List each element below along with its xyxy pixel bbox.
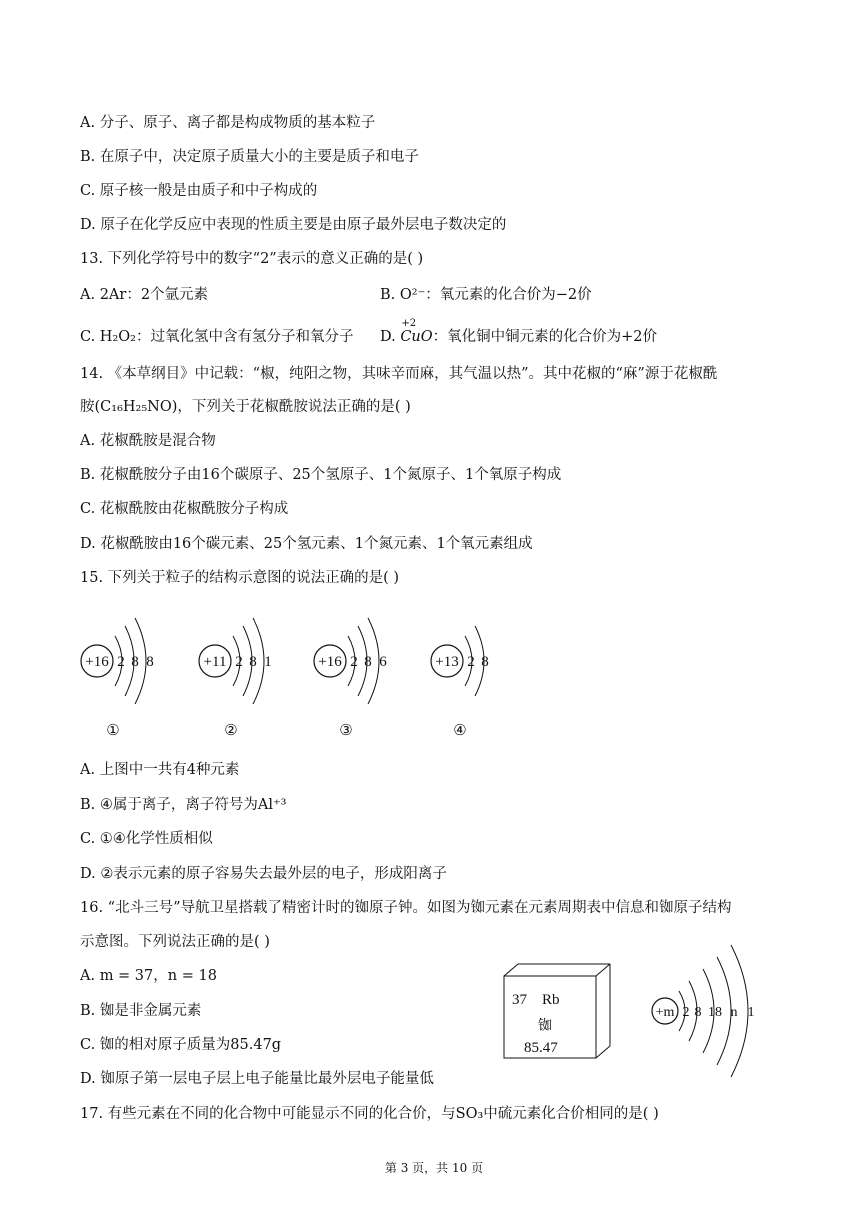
q14-stem-line1: 14. 《本草纲目》中记载：“椒，纯阳之物，其味辛而麻，其气温以热”。其中花椒的“麻”源于花椒酰 <box>80 366 718 382</box>
diagram-2 <box>199 618 272 739</box>
svg-text:18: 18 <box>708 1005 722 1020</box>
q14-option-d: D. 花椒酰胺由16个碳元素、25个氢元素、1个氮元素、1个氧元素组成 <box>80 536 533 552</box>
diagram-3-nucleus: +16 <box>318 654 342 670</box>
q16-stem-line2: 示意图。下列说法正确的是( ) <box>80 934 270 950</box>
diagram-1-nucleus: +16 <box>85 654 109 670</box>
q12-option-c: C. 原子核一般是由质子和中子构成的 <box>80 183 318 199</box>
diagram-1 <box>81 618 154 739</box>
diagram-4-nucleus: +13 <box>435 654 459 670</box>
svg-text:n: n <box>730 1005 738 1020</box>
q15-option-c: C. ①④化学性质相似 <box>80 831 213 847</box>
diagram-4 <box>431 626 489 739</box>
q16-option-d: D. 铷原子第一层电子层上电子能量比最外层电子能量低 <box>80 1071 434 1087</box>
q14-option-b: B. 花椒酰胺分子由16个碳原子、25个氢原子、1个氮原子、1个氧原子构成 <box>80 467 562 483</box>
svg-text:2: 2 <box>117 654 125 670</box>
q12-option-d: D. 原子在化学反应中表现的性质主要是由原子最外层电子数决定的 <box>80 217 507 233</box>
q13-option-d: D. +2 CuO：氧化铜中铜元素的化合价为+2价 <box>380 327 657 347</box>
q13-charge-mark: +2 <box>401 318 417 329</box>
rb-nucleus: +m <box>655 1005 675 1020</box>
diagram-2-nucleus: +11 <box>203 654 227 670</box>
q13-stem: 13. 下列化学符号中的数字“2”表示的意义正确的是( ) <box>80 251 424 267</box>
svg-text:8: 8 <box>481 654 489 670</box>
svg-text:8: 8 <box>131 654 139 670</box>
element-name: 铷 <box>538 1018 552 1034</box>
svg-text:2: 2 <box>350 654 358 670</box>
q12-option-b: B. 在原子中，决定原子质量大小的主要是质子和电子 <box>80 149 419 165</box>
svg-text:8: 8 <box>364 654 372 670</box>
svg-text:1: 1 <box>264 654 272 670</box>
q14-stem-line2: 胺(C₁₆H₂₅NO)，下列关于花椒酰胺说法正确的是( ) <box>80 399 411 415</box>
svg-text:1: 1 <box>747 1005 755 1020</box>
q16-option-a: A. m = 37，n = 18 <box>80 968 217 984</box>
q13-formula: CuO <box>400 329 433 345</box>
q15-stem: 15. 下列关于粒子的结构示意图的说法正确的是( ) <box>80 570 400 586</box>
q16-option-c: C. 铷的相对原子质量为85.47g <box>80 1037 282 1053</box>
svg-text:8: 8 <box>249 654 257 670</box>
svg-text:8: 8 <box>146 654 154 670</box>
q15-structure-diagrams <box>75 600 515 745</box>
svg-text:6: 6 <box>379 654 387 670</box>
q16-option-b: B. 铷是非金属元素 <box>80 1003 202 1019</box>
q15-option-a: A. 上图中一共有4种元素 <box>80 762 240 778</box>
q15-option-d: D. ②表示元素的原子容易失去最外层的电子，形成阳离子 <box>80 866 447 882</box>
page-footer: 第 3 页，共 10 页 <box>384 1161 484 1175</box>
diagram-1-label: ① <box>106 723 120 739</box>
diagram-3-label: ③ <box>339 723 353 739</box>
element-symbol: Rb <box>542 992 560 1008</box>
q14-option-a: A. 花椒酰胺是混合物 <box>80 433 216 449</box>
q15-option-b: B. ④属于离子，离子符号为Al⁺³ <box>80 797 287 813</box>
element-number: 37 <box>512 992 527 1008</box>
svg-text:2: 2 <box>682 1005 690 1020</box>
element-mass: 85.47 <box>524 1040 558 1056</box>
svg-text:8: 8 <box>694 1005 702 1020</box>
diagram-3 <box>314 618 387 739</box>
diagram-2-label: ② <box>224 723 238 739</box>
rubidium-element-box <box>500 962 620 1062</box>
rubidium-atom-diagram <box>645 935 775 1085</box>
q12-option-a: A. 分子、原子、离子都是构成物质的基本粒子 <box>80 115 376 131</box>
q17-stem: 17. 有些元素在不同的化合物中可能显示不同的化合价，与SO₃中硫元素化合价相同的是( ) <box>80 1106 659 1122</box>
q13-option-a: A. 2Ar：2个氩元素 <box>80 287 209 303</box>
svg-text:2: 2 <box>235 654 243 670</box>
q16-stem-line1: 16. “北斗三号”导航卫星搭载了精密计时的铷原子钟。如图为铷元素在元素周期表中信息和铷原子结构 <box>80 900 732 916</box>
diagram-4-label: ④ <box>453 723 467 739</box>
q13-option-c: C. H₂O₂：过氧化氢中含有氢分子和氧分子 <box>80 329 354 345</box>
svg-text:2: 2 <box>467 654 475 670</box>
q14-option-c: C. 花椒酰胺由花椒酰胺分子构成 <box>80 501 289 517</box>
q13-option-b: B. O²⁻：氧元素的化合价为−2价 <box>380 287 592 303</box>
